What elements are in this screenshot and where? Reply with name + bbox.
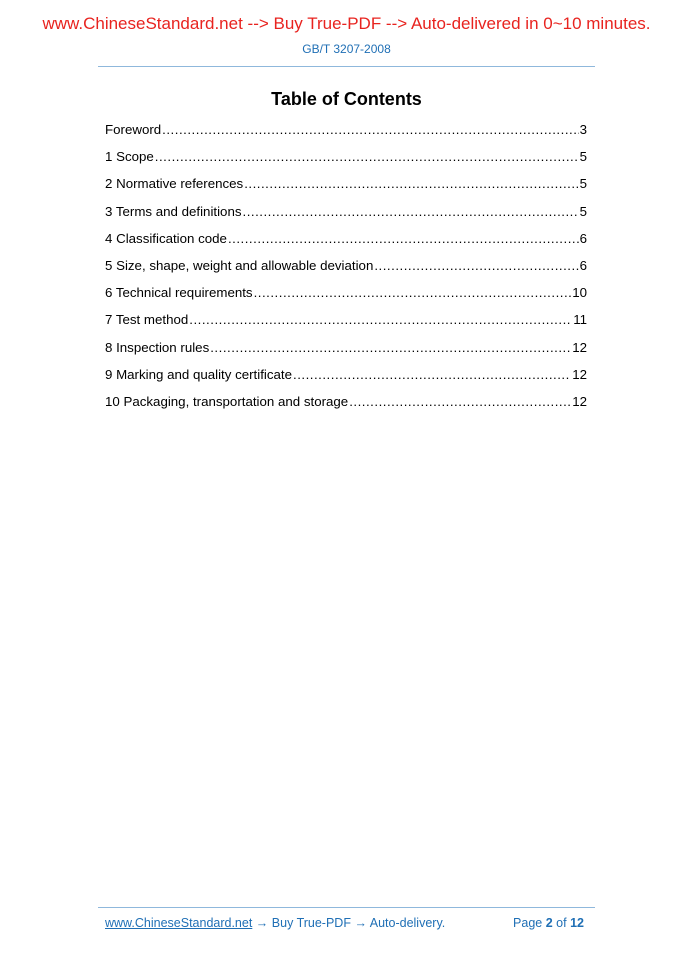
toc-entry-page: 11 [573, 312, 587, 328]
document-code: GB/T 3207-2008 [302, 42, 391, 56]
toc-entry-page: 12 [572, 339, 587, 355]
page-word: Page [513, 916, 543, 930]
toc-entry-inspection-rules[interactable] [105, 340, 587, 367]
of-word: of [556, 916, 567, 930]
current-page-number: 2 [545, 916, 553, 930]
toc-leader-dots [210, 340, 571, 355]
toc-entry-classification-code[interactable] [105, 231, 587, 258]
toc-entry-size-shape-weight[interactable] [105, 258, 587, 285]
toc-leader-dots [244, 176, 578, 191]
toc-entry-terms-and-definitions[interactable] [105, 204, 587, 231]
toc-entry-page: 6 [579, 230, 587, 246]
toc-entry-label: 7 Test method [105, 312, 189, 328]
toc-entry-label: 2 Normative references [105, 176, 244, 192]
toc-entry-label: 6 Technical requirements [105, 285, 253, 301]
footer-delivery-text: Auto-delivery. [369, 916, 446, 930]
arrow-icon: → [354, 916, 367, 930]
toc-entry-technical-requirements[interactable] [105, 285, 587, 312]
toc-entry-marking-and-quality-certificate[interactable] [105, 367, 587, 394]
toc-entry-page: 10 [572, 285, 587, 301]
toc-entry-page: 5 [579, 176, 587, 192]
toc-entry-normative-references[interactable] [105, 176, 587, 203]
toc-entry-label: 3 Terms and definitions [105, 203, 242, 219]
toc-entry-foreword[interactable] [105, 122, 587, 149]
toc-entry-page: 6 [579, 257, 587, 273]
toc-entry-page: 12 [572, 366, 587, 382]
toc-entry-label: 1 Scope [105, 149, 154, 165]
toc-leader-dots [349, 394, 571, 409]
footer-promo [105, 916, 445, 930]
toc-leader-dots [293, 367, 571, 382]
toc-leader-dots [189, 312, 572, 327]
toc-leader-dots [254, 285, 572, 300]
toc-entry-label: Foreword [105, 122, 162, 137]
promo-banner: www.ChineseStandard.net --> Buy True-PDF --> Auto-delivered in 0~10 minutes. [42, 14, 651, 33]
header-divider [98, 66, 595, 67]
toc-entry-page: 12 [572, 393, 587, 409]
toc-leader-dots [228, 231, 579, 246]
arrow-icon: → [255, 916, 269, 930]
toc-entry-label: 4 Classification code [105, 230, 227, 246]
toc-entry-scope[interactable] [105, 149, 587, 176]
toc-entry-label: 9 Marking and quality certificate [105, 366, 292, 382]
toc-entry-label: 8 Inspection rules [105, 339, 210, 355]
footer-divider [98, 907, 595, 908]
toc-entry-test-method[interactable] [105, 312, 587, 339]
footer-site-link[interactable]: www.ChineseStandard.net [105, 916, 253, 930]
toc-leader-dots [162, 122, 578, 137]
toc-entry-page: 5 [579, 149, 587, 165]
total-page-count: 12 [570, 916, 584, 930]
toc-entry-packaging-transportation-storage[interactable] [105, 394, 587, 421]
footer-buy-text: Buy True-PDF [271, 916, 351, 930]
toc-leader-dots [374, 258, 578, 273]
toc-leader-dots [155, 149, 579, 164]
toc-entry-page: 5 [579, 203, 587, 219]
toc-entry-page: 3 [579, 122, 587, 137]
toc-entry-label: 5 Size, shape, weight and allowable deviation [105, 257, 374, 273]
table-of-contents [105, 122, 587, 421]
toc-entry-label: 10 Packaging, transportation and storage [105, 393, 349, 409]
toc-title: Table of Contents [271, 89, 422, 109]
page-indicator [513, 916, 584, 930]
toc-leader-dots [243, 204, 579, 219]
